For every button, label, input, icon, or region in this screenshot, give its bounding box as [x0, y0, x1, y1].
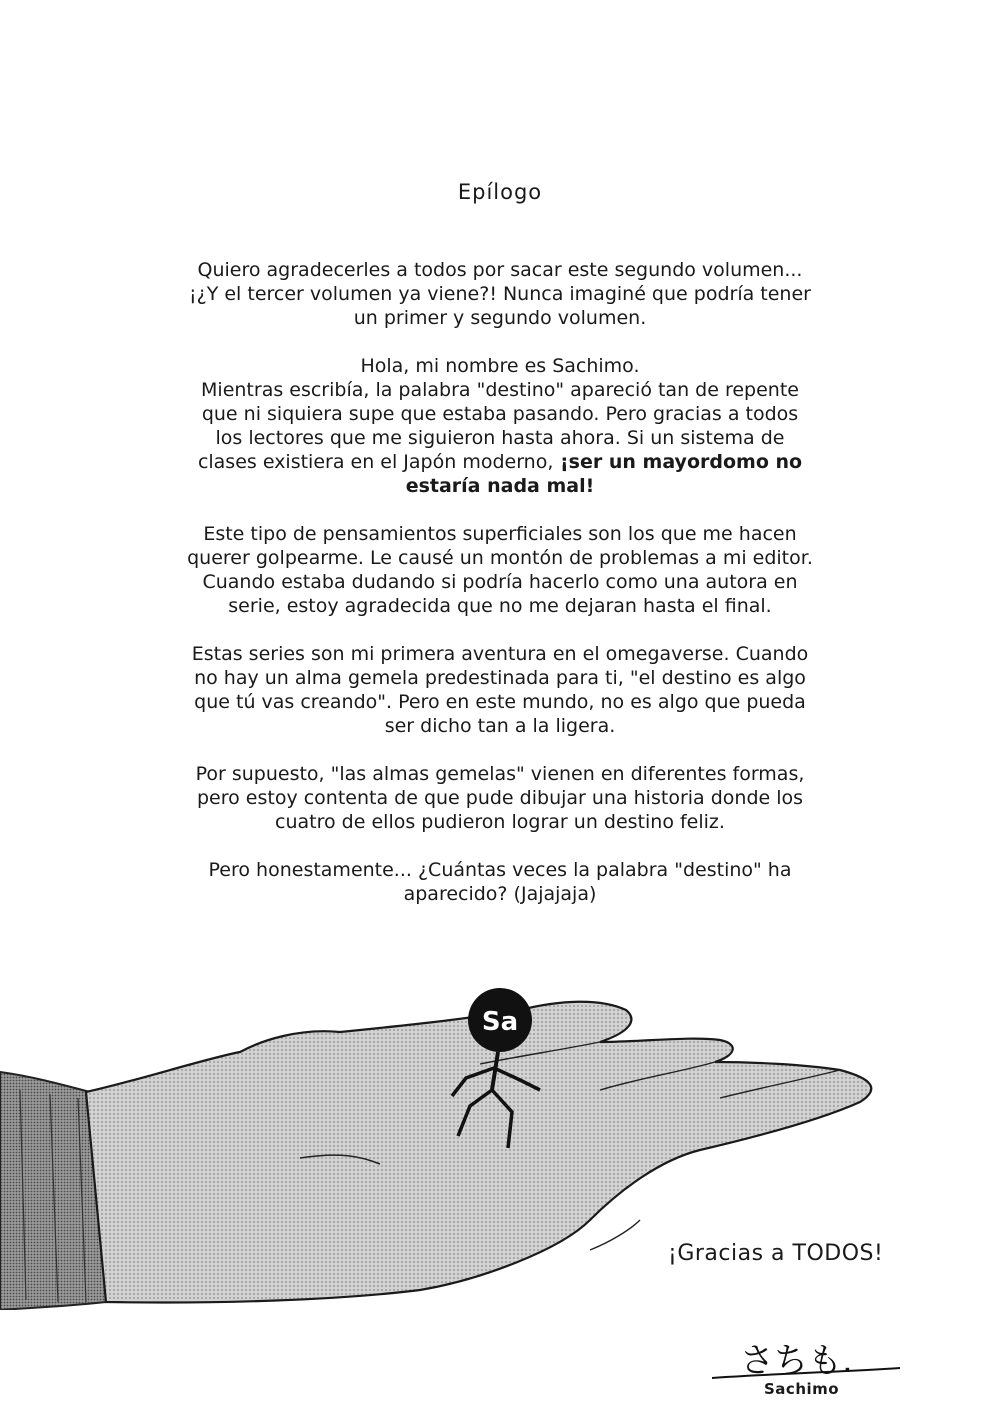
text-line: los lectores que me siguieron hasta ahora. Si un sistema de: [215, 427, 785, 449]
paragraph-1: [140, 258, 860, 330]
text-line: ¡¿Y el tercer volumen ya viene?! Nunca imaginé que podría tener: [189, 283, 811, 305]
bold-text: estaría nada mal!: [405, 475, 595, 497]
signature-name: Sachimo: [764, 1380, 840, 1398]
bold-text: ¡ser un mayordomo no: [553, 451, 803, 473]
text-segment: clases existiera en el Japón moderno,: [197, 451, 554, 473]
text-line: Este tipo de pensamientos superficiales son los que me hacen: [203, 523, 797, 545]
paragraph-5: [140, 762, 860, 834]
text-line: Estas series son mi primera aventura en el omegaverse. Cuando: [191, 643, 809, 665]
text-line: querer golpearme. Le causé un montón de problemas a mi editor.: [187, 547, 813, 569]
text-line: Por supuesto, "las almas gemelas" vienen en diferentes formas,: [195, 763, 805, 785]
text-line: aparecido? (Jajajaja): [403, 883, 597, 905]
page-title: Epílogo: [457, 180, 543, 204]
signature-jp: さちも.: [740, 1341, 853, 1381]
chibi-label: Sa: [481, 1007, 519, 1037]
paragraph-2: [140, 354, 860, 498]
text-line: cuatro de ellos pudieron lograr un destino feliz.: [275, 811, 725, 833]
text-line: Mientras escribía, la palabra "destino" apareció tan de repente: [201, 379, 799, 401]
text-line: Hola, mi nombre es Sachimo.: [360, 355, 640, 377]
epilogue-body: [140, 258, 860, 930]
text-line-mixed: [140, 450, 860, 474]
text-line: serie, estoy agradecida que no me dejaran hasta el final.: [228, 595, 772, 617]
text-line: Pero honestamente... ¿Cuántas veces la palabra "destino" ha: [208, 859, 792, 881]
text-line: un primer y segundo volumen.: [353, 307, 647, 329]
text-line: no hay un alma gemela predestinada para ti, "el destino es algo: [194, 667, 806, 689]
text-line: pero estoy contenta de que pude dibujar una historia donde los: [196, 787, 804, 809]
author-signature: [710, 1330, 910, 1410]
text-line: que tú vas creando". Pero en este mundo, no es algo que pueda: [194, 691, 806, 713]
text-line: que ni siquiera supe que estaba pasando. Pero gracias a todos: [201, 403, 799, 425]
text-line: Quiero agradecerles a todos por sacar este segundo volumen...: [197, 259, 803, 281]
text-line: Cuando estaba dudando si podría hacerlo como una autora en: [202, 571, 798, 593]
paragraph-4: [140, 642, 860, 738]
paragraph-3: [140, 522, 860, 618]
thanks-message: ¡Gracias a TODOS!: [668, 1241, 884, 1266]
text-line: ser dicho tan a la ligera.: [384, 715, 616, 737]
paragraph-6: [140, 858, 860, 906]
